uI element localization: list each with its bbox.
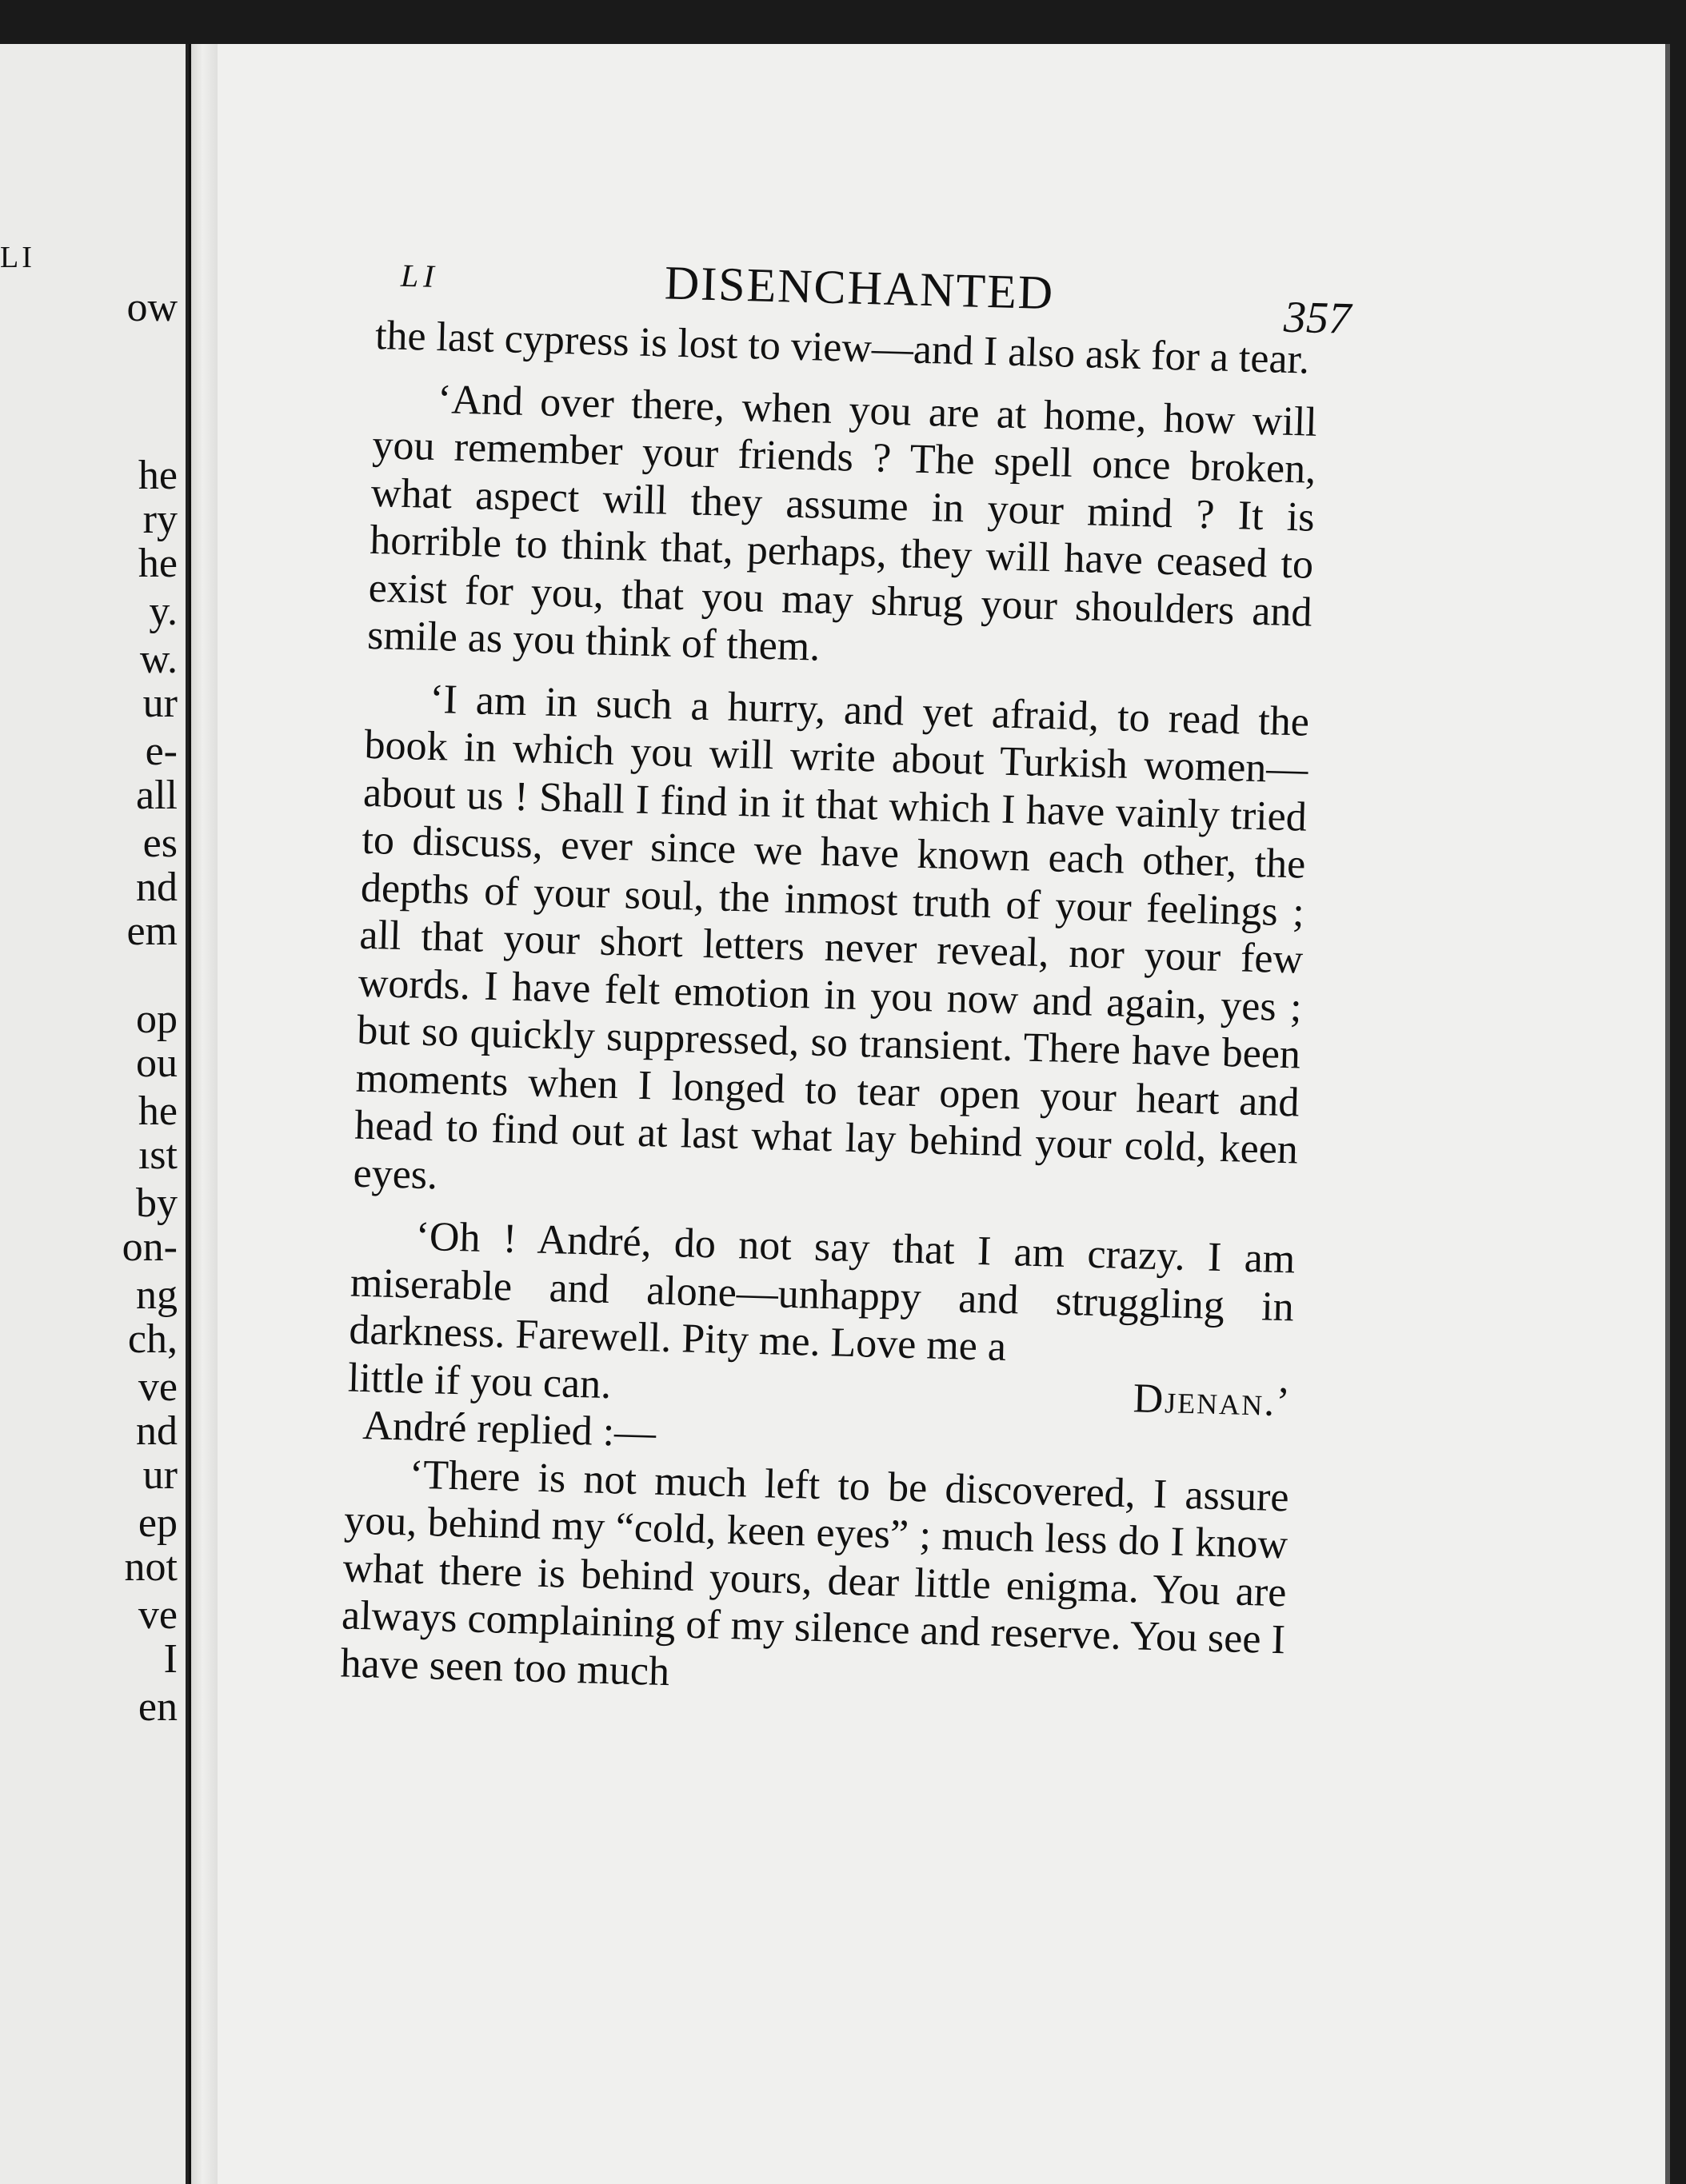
paragraph: ‘Oh ! André, do not say that I am crazy. I am miserable and alone—unhappy and struggling in darkness. Farewell. Pity me. Love me a xyxy=(348,1213,1296,1371)
previous-page-line-fragment: ve xyxy=(138,1592,178,1638)
previous-page-header: LI xyxy=(0,241,35,274)
chapter-mark: LI xyxy=(400,257,440,295)
previous-page-line-fragment: nd xyxy=(136,1408,178,1454)
previous-page-line-fragment: e- xyxy=(145,729,178,774)
reply-intro: André replied :— xyxy=(362,1403,657,1456)
previous-page-line-fragment: ow xyxy=(126,285,178,330)
previous-page-line-fragment: nd xyxy=(136,864,178,910)
previous-page-line-fragment: w. xyxy=(139,637,178,682)
closing-line: little if you can. xyxy=(347,1355,612,1407)
current-page xyxy=(218,44,1670,2184)
previous-page-line-fragment: by xyxy=(136,1180,178,1226)
previous-page-line-fragment: em xyxy=(126,908,178,954)
previous-page-line-fragment: not xyxy=(124,1544,178,1590)
previous-page-line-fragment: ep xyxy=(138,1500,178,1546)
page-number: 357 xyxy=(1283,292,1352,344)
reply-paragraph: ‘There is not much left to be discovered, I assure you, behind my “cold, keen eyes” ; much less do I know what there is behind yours, dear little enigma. You are always complaining of my silence and reserve. You see I have seen too much xyxy=(339,1451,1290,1695)
running-title: DISENCHANTED xyxy=(664,256,1055,320)
previous-page-line-fragment: es xyxy=(142,820,178,866)
previous-page-line-fragment: he xyxy=(138,1088,178,1134)
previous-page-line-fragment: ch, xyxy=(127,1316,178,1362)
page-content xyxy=(340,248,1577,1719)
previous-page-line-fragment: I xyxy=(163,1636,178,1682)
previous-page-line-fragment: y. xyxy=(149,589,178,634)
previous-page-line-fragment: ng xyxy=(136,1272,178,1318)
paragraph: ‘And over there, when you are at home, how will you remember your friends ? The spell once broken, what aspect will they assume in your mind ? It is horrible to think that, perhaps, they will have ceased to exist for you, that you may shrug your shoulders and smile as you think of them. xyxy=(366,376,1318,670)
signature: Djenan.’ xyxy=(1133,1375,1292,1425)
previous-page-line-fragment: he xyxy=(138,541,178,586)
body-text xyxy=(340,312,1320,1711)
previous-page-line-fragment: ur xyxy=(142,681,178,726)
previous-page-line-fragment: on- xyxy=(122,1224,178,1270)
previous-page-line-fragment: he xyxy=(138,453,178,498)
previous-page xyxy=(0,44,189,2184)
previous-page-line-fragment: op xyxy=(136,996,178,1042)
previous-page-line-fragment: ry xyxy=(142,497,178,542)
book-spine xyxy=(189,44,220,2184)
paragraph-continuation: the last cypress is lost to view—and I also ask for a tear. xyxy=(374,312,1310,383)
previous-page-line-fragment: ıst xyxy=(138,1132,178,1178)
previous-page-line-fragment: ve xyxy=(138,1364,178,1410)
previous-page-line-fragment: ur xyxy=(142,1452,178,1498)
paragraph: ‘I am in such a hurry, and yet afraid, to read the book in which you will write about Turkish women—about us ! Shall I find in it that which I have vainly tried to discuss, ever since we have known each other, the depths of your soul, the inmost truth of your feelings ; all that your short letters never reveal, nor your few words. I have felt emotion in you now and again, yes ; but so quickly suppressed, so transient. There have been moments when I longed to tear open your heart and head to find out at last what lay behind your cold, keen eyes. xyxy=(352,676,1310,1198)
previous-page-line-fragment: all xyxy=(136,773,178,818)
previous-page-line-fragment: en xyxy=(138,1684,178,1730)
page-edge xyxy=(1665,44,1670,2184)
previous-page-line-fragment: ou xyxy=(136,1040,178,1086)
